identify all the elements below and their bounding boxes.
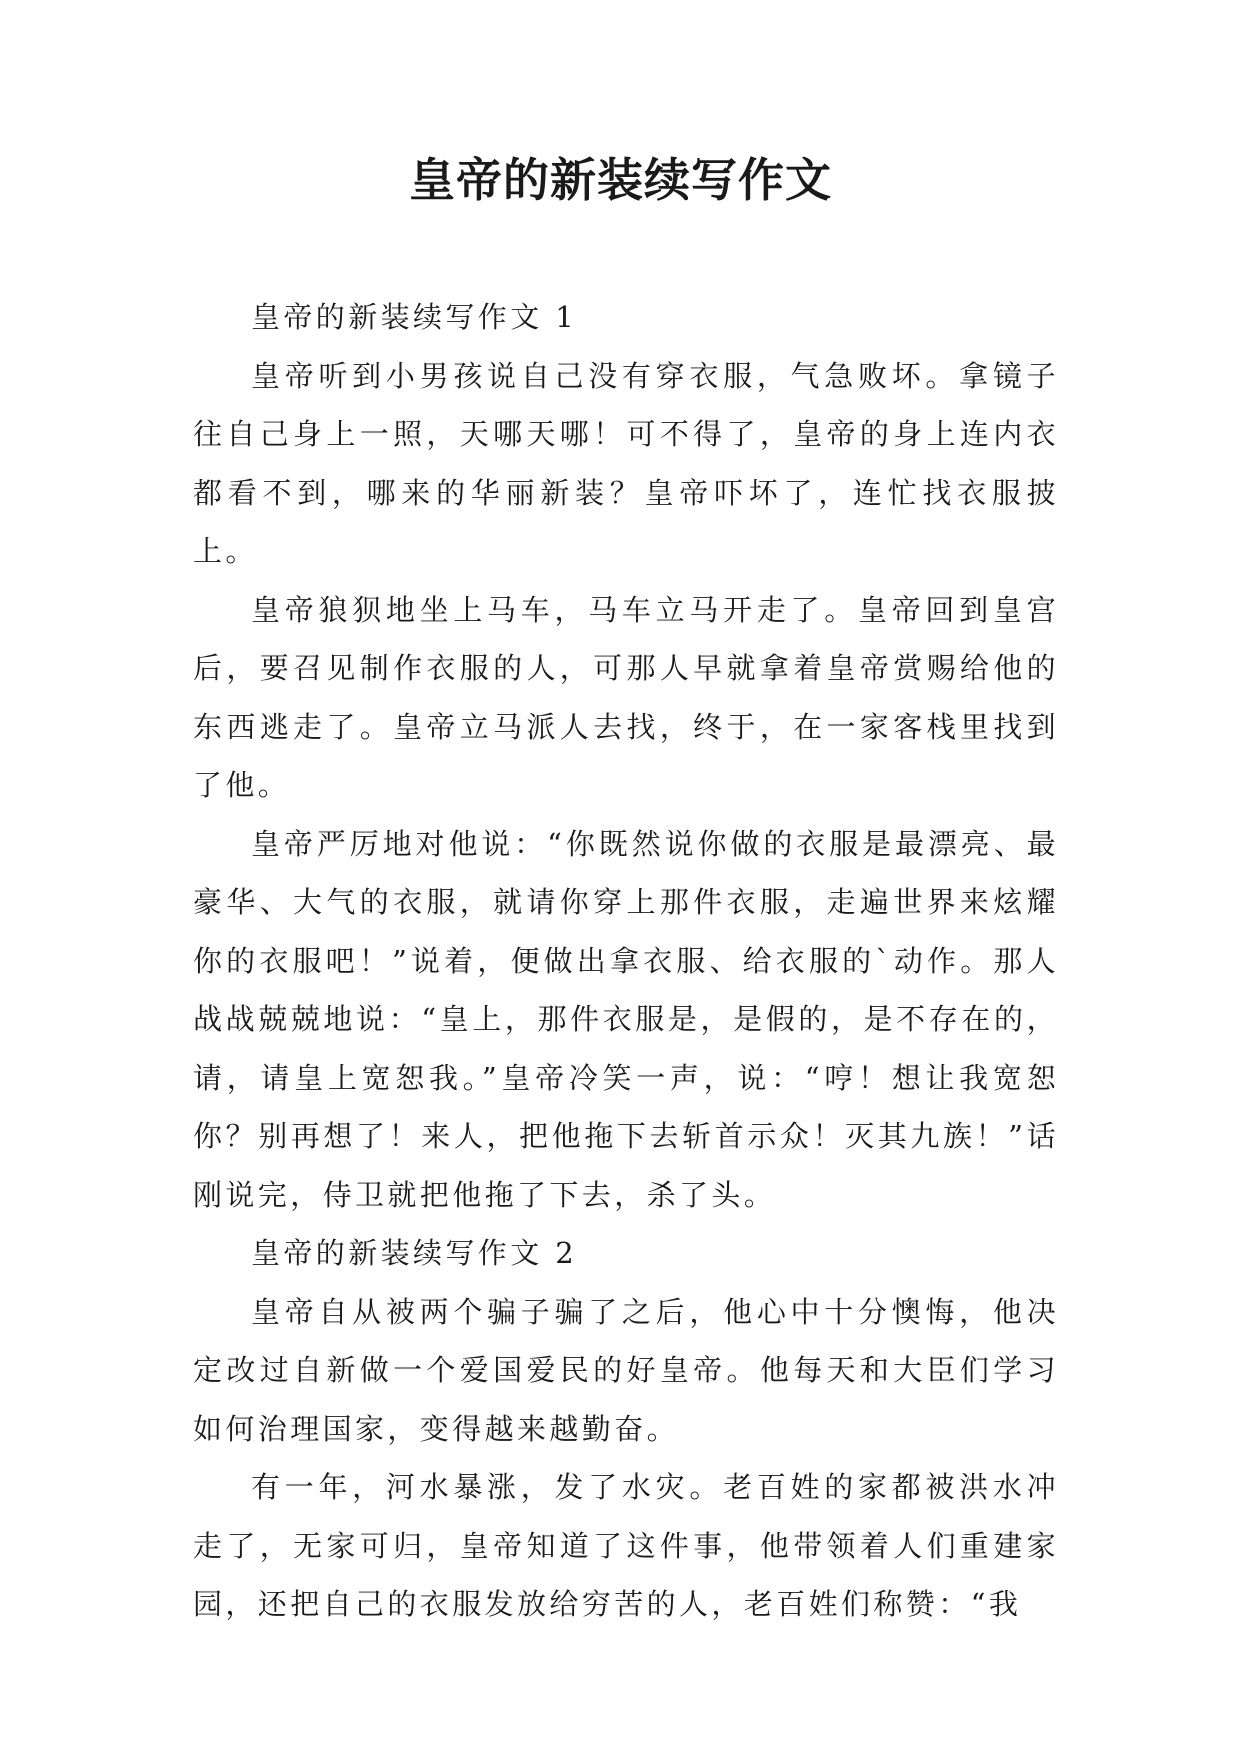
- section-heading-2: 皇帝的新装续写作文 2: [251, 1236, 578, 1270]
- section-heading-1: 皇帝的新装续写作文 1: [251, 300, 578, 334]
- paragraph: 皇帝狼狈地坐上马车，马车立马开走了。皇帝回到皇宫后，要召见制作衣服的人，可那人早就拿着皇帝赏赐给他的东西逃走了。皇帝立马派人去找，终于，在一家客栈里找到了他。: [193, 592, 1059, 802]
- paragraph: 皇帝自从被两个骗子骗了之后，他心中十分懊悔，他决定改过自新做一个爱国爱民的好皇帝。他每天和大臣们学习如何治理国家，变得越来越勤奋。: [193, 1294, 1059, 1446]
- paragraph: 皇帝听到小男孩说自己没有穿衣服，气急败坏。拿镜子往自己身上一照，天哪天哪！可不得了，皇帝的身上连内衣都看不到，哪来的华丽新装？皇帝吓坏了，连忙找衣服披上。: [193, 358, 1059, 568]
- document-body: [193, 288, 1059, 1634]
- paragraph: 皇帝严厉地对他说：“你既然说你做的衣服是最漂亮、最豪华、大气的衣服，就请你穿上那件衣服，走遍世界来炫耀你的衣服吧！”说着，便做出拿衣服、给衣服的`动作。那人战战兢兢地说：“皇上，那件衣服是，是假的，是不存在的，请，请皇上宽恕我。”皇帝冷笑一声，说：“哼！想让我宽恕你？别再想了！来人，把他拖下去斩首示众！灭其九族！”话刚说完，侍卫就把他拖了下去，杀了头。: [193, 826, 1059, 1212]
- document-title: 皇帝的新装续写作文: [409, 153, 832, 207]
- paragraph: 有一年，河水暴涨，发了水灾。老百姓的家都被洪水冲走了，无家可归，皇帝知道了这件事，他带领着人们重建家园，还把自己的衣服发放给穷苦的人，老百姓们称赞：“我: [193, 1470, 1059, 1621]
